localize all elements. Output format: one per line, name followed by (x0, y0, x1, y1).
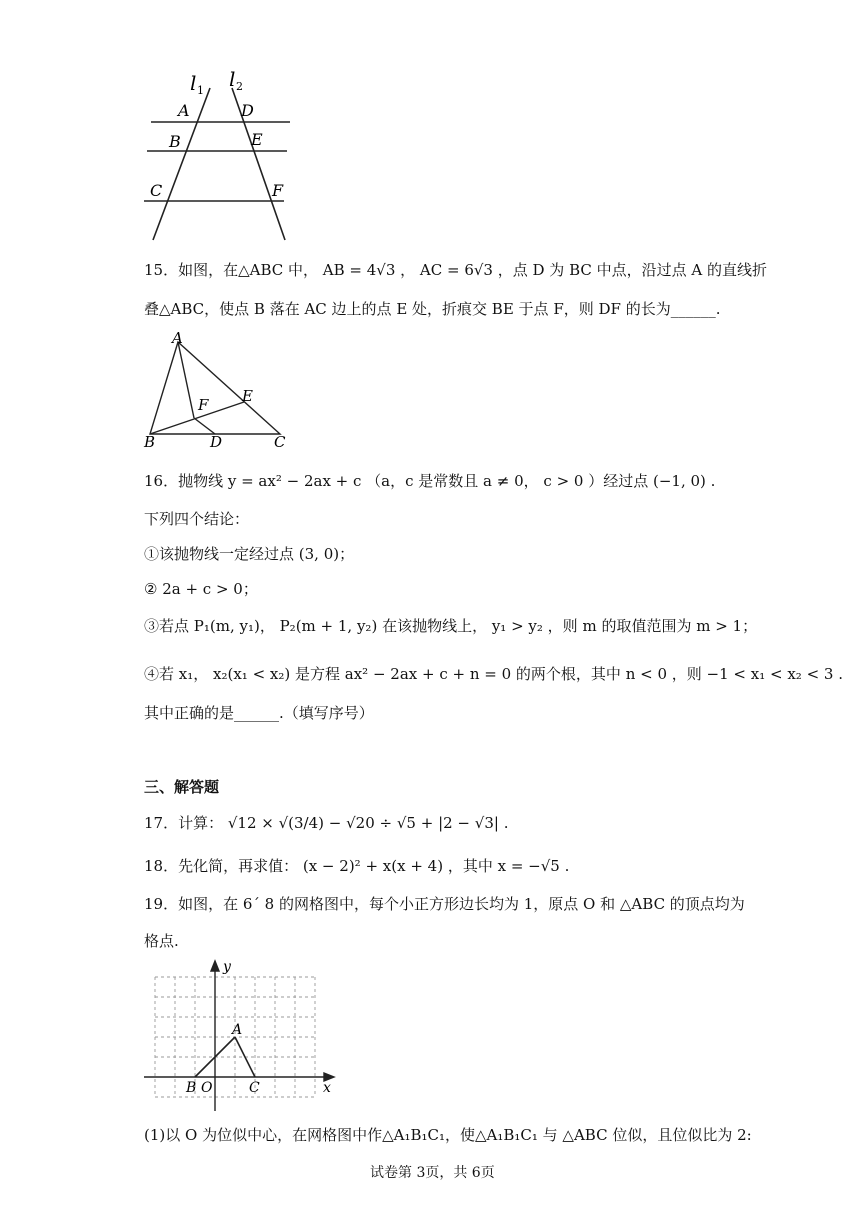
label-D: D (241, 101, 254, 120)
question-18: 18．先化简，再求值： (x − 2)² + x(x + 4) ，其中 x = −√5 . (144, 857, 570, 875)
question-19-line-1: 19．如图，在 6´ 8 的网格图中，每个小正方形边长均为 1，原点 O 和 △ABC 的顶点均为 (144, 895, 745, 913)
question-15-line-2: 叠△ABC，使点 B 落在 AC 边上的点 E 处，折痕交 BE 于点 F，则 DF 的长为______. (144, 300, 721, 318)
question-15-line-1: 15．如图，在△ABC 中， AB = 4√3 ， AC = 6√3 ，点 D 为 BC 中点，沿过点 A 的直线折 (144, 261, 767, 279)
label-l2-sub: 2 (236, 80, 243, 93)
label-F: F (272, 181, 284, 200)
label-B: B (186, 1080, 197, 1096)
question-19-sub-1: (1)以 O 为位似中心，在网格图中作△A₁B₁C₁，使△A₁B₁C₁ 与 △ABC 位似，且位似比为 2: (144, 1126, 752, 1144)
label-A: A (178, 101, 190, 120)
label-O: O (201, 1080, 213, 1096)
label-A: A (172, 330, 183, 347)
parallel-lines-figure (140, 68, 300, 246)
label-D: D (210, 433, 223, 450)
label-C: C (249, 1080, 260, 1096)
question-16-item-1: ①该抛物线一定经过点 (3, 0)； (144, 545, 355, 563)
label-l1-sub: 1 (197, 84, 204, 97)
question-16-line-1: 16．抛物线 y = ax² − 2ax + c （a，c 是常数且 a ≠ 0， c > 0 ）经过点 (−1, 0) . (144, 472, 716, 490)
question-16-line-2: 下列四个结论： (144, 510, 250, 528)
question-16-item-4: ④若 x₁， x₂(x₁ < x₂) 是方程 ax² − 2ax + c + n = 0 的两个根，其中 n < 0 ，则 −1 < x₁ < x₂ < 3 . (144, 665, 843, 683)
label-C: C (150, 181, 163, 200)
label-E: E (251, 130, 263, 149)
section-heading: 三、解答题 (144, 778, 220, 796)
label-F: F (198, 396, 209, 414)
label-B: B (169, 132, 181, 151)
label-A: A (232, 1022, 243, 1038)
triangle-fold-figure (140, 330, 300, 450)
question-17: 17．计算： √12 × √(3/4) − √20 ÷ √5 + |2 − √3| . (144, 814, 509, 832)
question-16-line-end: 其中正确的是______.（填写序号） (144, 704, 374, 722)
question-19-line-2: 格点. (144, 932, 179, 950)
question-16-item-3: ③若点 P₁(m, y₁)， P₂(m + 1, y₂) 在该抛物线上， y₁ > y₂ ，则 m 的取值范围为 m > 1； (144, 617, 758, 635)
label-x: x (323, 1080, 331, 1096)
label-B: B (144, 433, 156, 450)
question-16-item-2: ② 2a + c > 0； (144, 580, 258, 598)
coordinate-grid-figure (140, 955, 340, 1115)
label-l1: l (190, 71, 197, 95)
label-E: E (242, 387, 253, 405)
label-C: C (274, 433, 286, 450)
page-footer: 试卷第 3页，共 6页 (370, 1165, 495, 1181)
label-l2: l (229, 68, 236, 91)
label-y: y (223, 959, 231, 975)
